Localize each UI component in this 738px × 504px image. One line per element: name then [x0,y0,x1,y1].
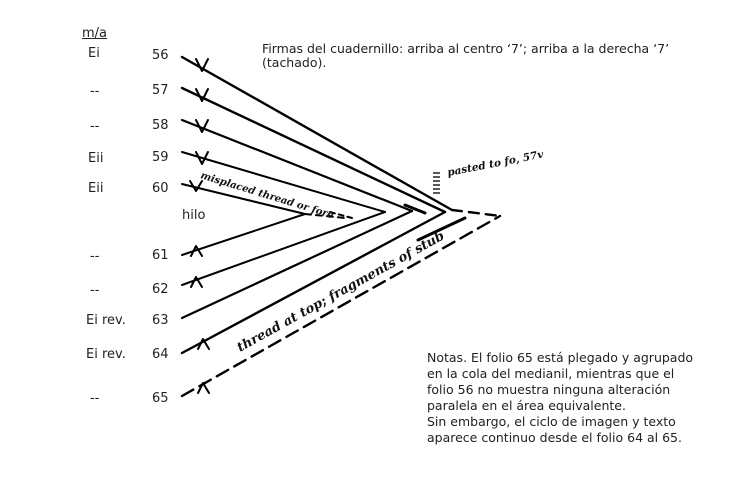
sig-label: Eii [88,181,104,196]
folio-number: 65 [152,391,169,406]
folio-number: 64 [152,347,169,362]
folio-number: 56 [152,48,169,63]
caption: Firmas del cuadernillo: arriba al centro ‘7’; arriba a la derecha ‘7’ (tachado). [262,41,670,71]
folio-number: 58 [152,118,169,133]
sig-label: Ei rev. [86,313,126,328]
folio-number: 62 [152,282,169,297]
sig-label: -- [90,249,100,264]
sig-label: -- [90,391,100,406]
paste-hatch [433,173,440,193]
leaf-folio-64 [182,212,445,353]
bifolium-59-62 [182,152,385,285]
sig-label: -- [90,84,100,99]
bifolium-58-63 [182,120,412,318]
folio-number: 57 [152,83,169,98]
sig-label: -- [90,283,100,298]
folio-number: 61 [152,248,169,263]
bifolium-56-65 [182,57,500,396]
leaf-folio-58 [182,120,412,211]
annotation-thread-at-top: thread at top; fragments of stub [234,228,448,356]
annotation-pasted: pasted to fo, 57v [446,148,545,179]
notes-paragraph-2: Sin embargo, el ciclo de imagen y texto aparece continuo desde el folio 64 al 65. [427,414,682,445]
sig-label: -- [90,119,100,134]
thread-label: hilo [182,208,206,223]
folio-number: 63 [152,313,169,328]
annotation-misplaced-thread: misplaced thread or fore [199,170,335,222]
folio-number: 60 [152,181,169,196]
notes [427,350,699,446]
sig-label: Ei rev. [86,347,126,362]
leaf-folio-62 [182,212,385,285]
notes-paragraph-1: Notas. El folio 65 está plegado y agrupado en la cola del medianil, mientras que el folio 56 no muestra ninguna alteración paralela en el área equivalente. [427,350,694,413]
sig-label: Ei [88,46,100,61]
folio-number: 59 [152,150,169,165]
leaf-folio-56-tail [452,210,500,216]
column-header: m/a [82,26,108,41]
tick-65 [198,383,209,393]
sig-label: Eii [88,151,104,166]
